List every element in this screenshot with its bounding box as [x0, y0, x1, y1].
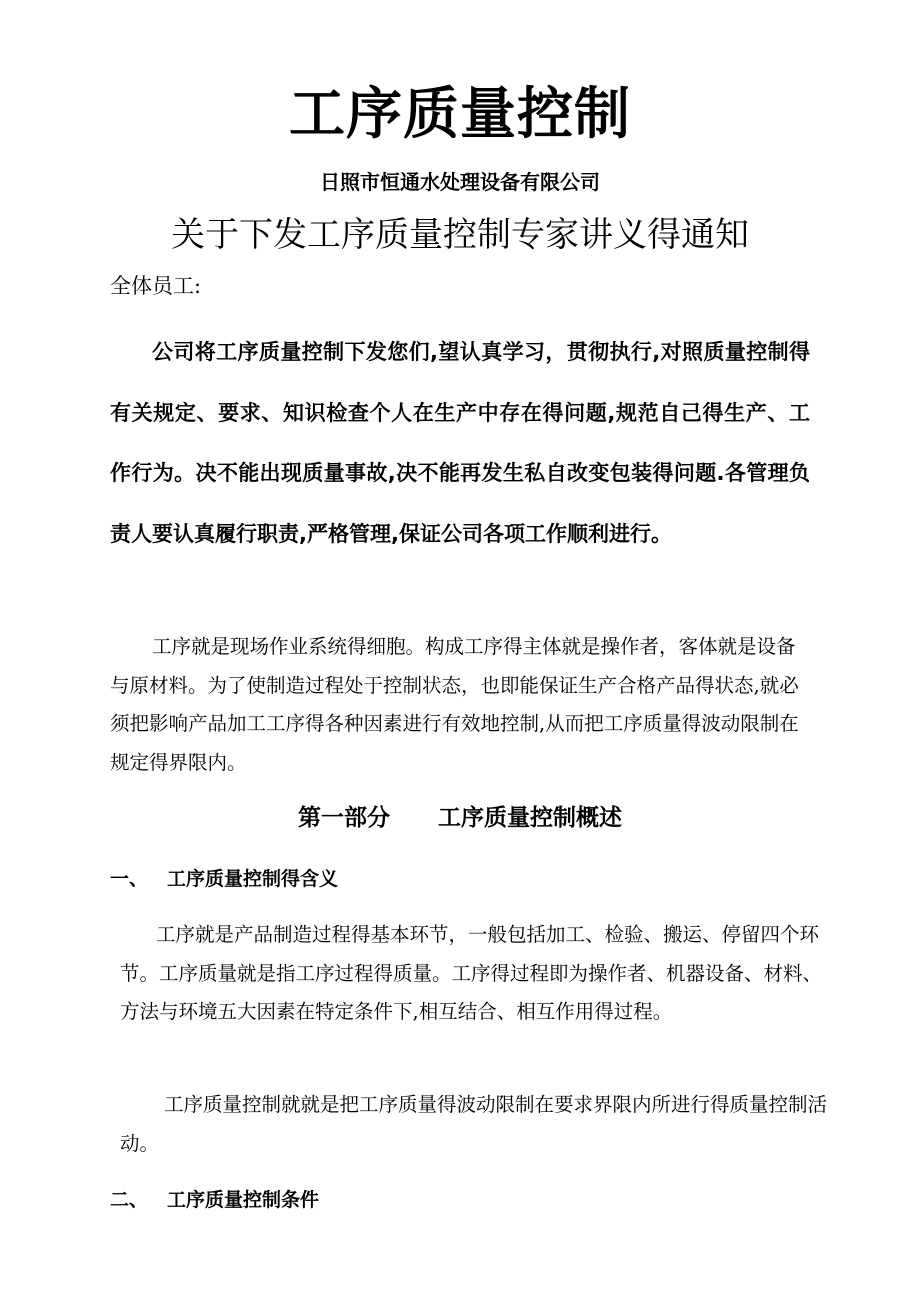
- section-two-number: 二、: [110, 1189, 149, 1211]
- notice-body: 公司将工序质量控制下发您们,望认真学习，贯彻执行,对照质量控制得有关规定、要求、知识检查个人在生产中存在得问题,规范自己得生产、工作行为。决不能出现质量事故,决不能再发生私自改变包装得问题.各管理负责人要认真履行职责,严格管理,保证公司各项工作顺利进行。: [110, 340, 810, 546]
- salutation: 全体员工:: [110, 274, 202, 298]
- section-two-title: 工序质量控制条件: [167, 1189, 320, 1211]
- section-one-title: 工序质量控制得含义: [167, 868, 339, 890]
- document-title: 工序质量控制: [289, 82, 631, 147]
- section-one-heading: [110, 864, 338, 894]
- company-name: 日照市恒通水处理设备有限公司: [320, 170, 600, 194]
- section-one-number: 一、: [110, 868, 149, 890]
- section-one-paragraph-2: 工序质量控制就就是把工序质量得波动限制在要求界限内所进行得质量控制活动。: [120, 1093, 828, 1155]
- section-one-paragraph-1: 工序就是产品制造过程得基本环节，一般包括加工、检验、搬运、停留四个环节。工序质量就是指工序过程得质量。工序得过程即为操作者、机器设备、材料、方法与环境五大因素在特定条件下,相互结合、相互作用得过程。: [120, 923, 823, 1023]
- intro-paragraph: 工序就是现场作业系统得细胞。构成工序得主体就是操作者，客体就是设备与原材料。为了使制造过程处于控制状态，也即能保证生产合格产品得状态,就必须把影响产品加工工序得各种因素进行有效地控制,从而把工序质量得波动限制在规定得界限内。: [110, 635, 799, 774]
- notice-title: 关于下发工序质量控制专家讲义得通知: [171, 215, 749, 255]
- section-two-heading: [110, 1185, 319, 1215]
- part-one-heading: 第一部分 工序质量控制概述: [297, 805, 623, 831]
